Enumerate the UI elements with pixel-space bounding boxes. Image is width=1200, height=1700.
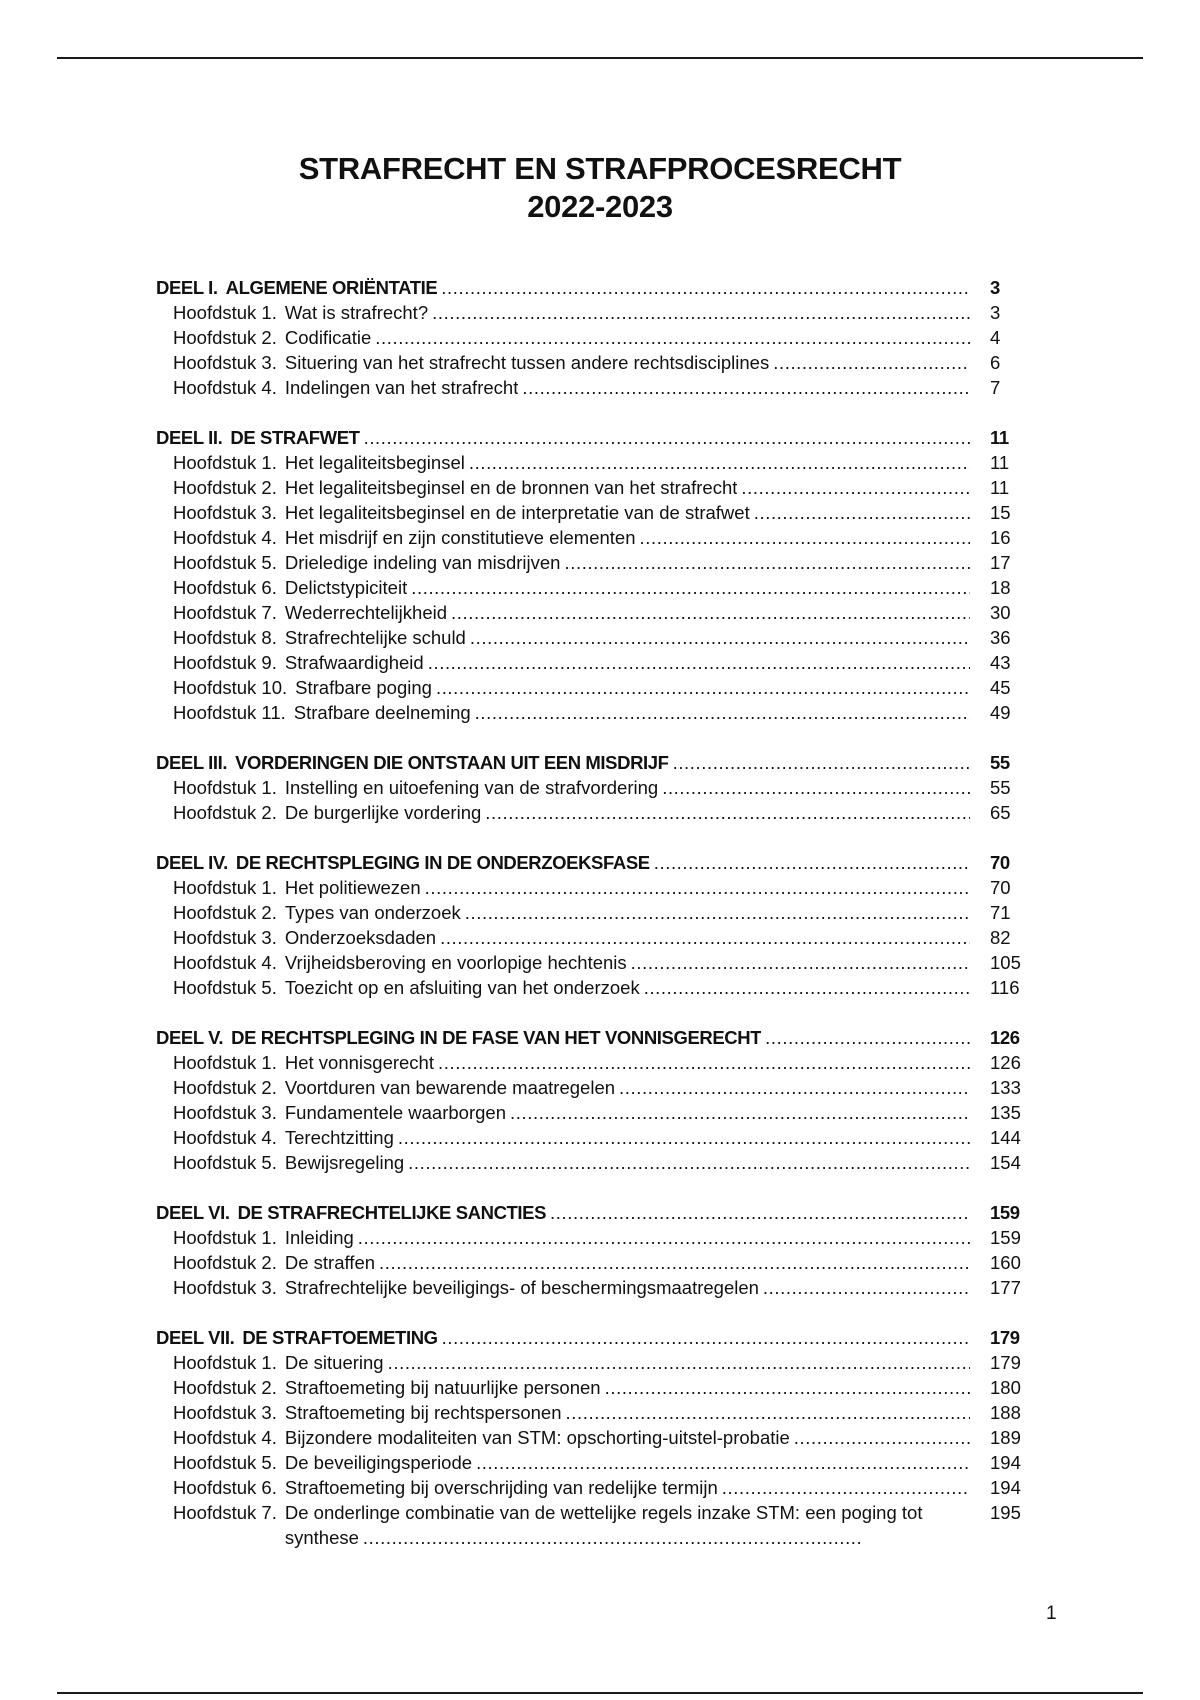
part-title: ALGEMENE ORIËNTATIE xyxy=(225,277,438,298)
chapter-title: Terechtzitting xyxy=(284,1127,394,1148)
chapter-label: Hoofdstuk 3. xyxy=(173,1102,277,1123)
chapter-title: Drieledige indeling van misdrijven xyxy=(284,552,561,573)
dot-leader xyxy=(408,1150,970,1175)
chapter-label: Hoofdstuk 2. xyxy=(173,477,277,498)
toc-chapter-entry[interactable] xyxy=(156,1225,1056,1250)
chapter-label: Hoofdstuk 4. xyxy=(173,952,277,973)
dot-leader xyxy=(662,775,970,800)
dot-leader xyxy=(644,975,970,1000)
chapter-title: Onderzoeksdaden xyxy=(284,927,437,948)
chapter-page: 43 xyxy=(990,652,1011,673)
toc-chapter-entry[interactable] xyxy=(156,1375,1056,1400)
chapter-title: Strafrechtelijke schuld xyxy=(284,627,466,648)
chapter-label: Hoofdstuk 1. xyxy=(173,452,277,473)
dot-leader xyxy=(794,1425,970,1450)
chapter-page: 71 xyxy=(990,902,1011,923)
dot-leader xyxy=(763,1275,970,1300)
chapter-label: Hoofdstuk 9. xyxy=(173,652,277,673)
dot-leader xyxy=(375,325,970,350)
chapter-page: 116 xyxy=(990,977,1020,998)
chapter-page: 3 xyxy=(990,302,1001,323)
dot-leader xyxy=(673,750,970,775)
part-label: DEEL V. xyxy=(156,1027,224,1048)
chapter-title: Voortduren van bewarende maatregelen xyxy=(284,1077,616,1098)
part-title: DE RECHTSPLEGING IN DE FASE VAN HET VONNISGERECHT xyxy=(231,1027,762,1048)
toc-chapter-entry[interactable] xyxy=(156,1450,1056,1475)
chapter-page: 16 xyxy=(990,527,1011,548)
chapter-label: Hoofdstuk 1. xyxy=(173,1227,277,1248)
page-number: 1 xyxy=(1046,1603,1057,1624)
chapter-page: 45 xyxy=(990,677,1011,698)
chapter-page: 160 xyxy=(990,1252,1021,1273)
toc-chapter-entry[interactable] xyxy=(156,1475,1056,1500)
chapter-title: Het legaliteitsbeginsel en de bronnen van het strafrecht xyxy=(284,477,738,498)
dot-leader xyxy=(470,625,970,650)
chapter-label: Hoofdstuk 4. xyxy=(173,1427,277,1448)
part-label: DEEL III. xyxy=(156,752,228,773)
chapter-page: 15 xyxy=(990,502,1011,523)
chapter-page: 179 xyxy=(990,1352,1021,1373)
toc-chapter-entry[interactable] xyxy=(156,500,1056,525)
part-label: DEEL I. xyxy=(156,277,218,298)
toc-chapter-entry[interactable] xyxy=(156,550,1056,575)
chapter-label: Hoofdstuk 3. xyxy=(173,502,277,523)
chapter-title: Situering van het strafrecht tussen andere rechtsdisciplines xyxy=(284,352,770,373)
chapter-title: Wederrechtelijkheid xyxy=(284,602,448,623)
dot-leader xyxy=(469,450,970,475)
chapter-title: Types van onderzoek xyxy=(284,902,461,923)
dot-leader xyxy=(476,1450,970,1475)
chapter-title: Straftoemeting bij overschrijding van redelijke termijn xyxy=(284,1477,718,1498)
toc-part-heading[interactable] xyxy=(156,1200,1056,1225)
part-page: 3 xyxy=(990,277,1000,298)
chapter-title: Bijzondere modaliteiten van STM: opschorting-uitstel-probatie xyxy=(284,1427,790,1448)
document-title xyxy=(0,150,1200,226)
toc-chapter-entry[interactable] xyxy=(156,1500,1056,1550)
chapter-title: De situering xyxy=(284,1352,384,1373)
chapter-title: De onderlinge combinatie van de wettelijke regels inzake STM: een poging tot synthese xyxy=(284,1502,923,1548)
footer-rule xyxy=(57,1692,1143,1694)
part-page: 11 xyxy=(990,427,1009,448)
chapter-label: Hoofdstuk 6. xyxy=(173,1477,277,1498)
chapter-page: 194 xyxy=(990,1477,1021,1498)
dot-leader xyxy=(485,800,970,825)
toc-part-heading[interactable] xyxy=(156,750,1056,775)
dot-leader xyxy=(364,425,970,450)
dot-leader xyxy=(425,875,970,900)
dot-leader xyxy=(475,700,970,725)
chapter-label: Hoofdstuk 2. xyxy=(173,1252,277,1273)
dot-leader xyxy=(640,525,970,550)
toc-chapter-entry[interactable] xyxy=(156,1150,1056,1175)
chapter-label: Hoofdstuk 10. xyxy=(173,677,288,698)
chapter-page: 180 xyxy=(990,1377,1021,1398)
chapter-title: Inleiding xyxy=(284,1227,354,1248)
chapter-label: Hoofdstuk 1. xyxy=(173,877,277,898)
dot-leader xyxy=(722,1475,970,1500)
chapter-page: 65 xyxy=(990,802,1011,823)
toc-section xyxy=(156,750,1056,825)
chapter-page: 7 xyxy=(990,377,1001,398)
chapter-title: Bewijsregeling xyxy=(284,1152,405,1173)
dot-leader xyxy=(436,675,970,700)
chapter-title: Strafbare deelneming xyxy=(293,702,471,723)
chapter-label: Hoofdstuk 1. xyxy=(173,777,277,798)
chapter-title: Het legaliteitsbeginsel xyxy=(284,452,465,473)
header-rule xyxy=(57,57,1143,59)
toc-section xyxy=(156,1200,1056,1300)
dot-leader xyxy=(465,900,970,925)
chapter-label: Hoofdstuk 2. xyxy=(173,802,277,823)
chapter-page: 105 xyxy=(990,952,1021,973)
dot-leader xyxy=(522,375,970,400)
toc-chapter-entry[interactable] xyxy=(156,975,1056,1000)
chapter-label: Hoofdstuk 4. xyxy=(173,1127,277,1148)
chapter-page: 30 xyxy=(990,602,1011,623)
part-page: 55 xyxy=(990,752,1010,773)
chapter-title: Wat is strafrecht? xyxy=(284,302,429,323)
chapter-label: Hoofdstuk 5. xyxy=(173,1452,277,1473)
chapter-label: Hoofdstuk 8. xyxy=(173,627,277,648)
chapter-page: 70 xyxy=(990,877,1011,898)
chapter-page: 4 xyxy=(990,327,1001,348)
toc-part-heading[interactable] xyxy=(156,1325,1056,1350)
toc-chapter-entry[interactable] xyxy=(156,1350,1056,1375)
toc-chapter-entry[interactable] xyxy=(156,900,1056,925)
part-label: DEEL VI. xyxy=(156,1202,230,1223)
toc-section xyxy=(156,425,1056,725)
part-title: DE STRAFRECHTELIJKE SANCTIES xyxy=(237,1202,547,1223)
chapter-label: Hoofdstuk 7. xyxy=(173,602,277,623)
dot-leader xyxy=(441,275,970,300)
chapter-label: Hoofdstuk 3. xyxy=(173,1402,277,1423)
dot-leader xyxy=(451,600,970,625)
toc-chapter-entry[interactable] xyxy=(156,475,1056,500)
chapter-label: Hoofdstuk 5. xyxy=(173,552,277,573)
dot-leader xyxy=(432,300,970,325)
toc-chapter-entry[interactable] xyxy=(156,1050,1056,1075)
chapter-title: Strafrechtelijke beveiligings- of beschermingsmaatregelen xyxy=(284,1277,759,1298)
toc-chapter-entry[interactable] xyxy=(156,1275,1056,1300)
dot-leader xyxy=(773,350,970,375)
toc-chapter-entry[interactable] xyxy=(156,525,1056,550)
toc-part-heading[interactable] xyxy=(156,850,1056,875)
chapter-page: 135 xyxy=(990,1102,1021,1123)
dot-leader xyxy=(428,650,970,675)
toc-chapter-entry[interactable] xyxy=(156,1250,1056,1275)
dot-leader xyxy=(358,1225,970,1250)
part-label: DEEL VII. xyxy=(156,1327,235,1348)
chapter-page: 36 xyxy=(990,627,1011,648)
title-year: 2022-2023 xyxy=(527,189,673,224)
dot-leader xyxy=(398,1125,970,1150)
chapter-title: Strafbare poging xyxy=(295,677,432,698)
chapter-title: Het legaliteitsbeginsel en de interpretatie van de strafwet xyxy=(284,502,750,523)
chapter-page: 195 xyxy=(990,1502,1021,1523)
dot-leader xyxy=(765,1025,970,1050)
title-main: STRAFRECHT EN STRAFPROCESRECHT xyxy=(298,151,902,186)
chapter-title-wrapped xyxy=(277,1500,970,1550)
chapter-title: Strafwaardigheid xyxy=(284,652,424,673)
dot-leader xyxy=(438,1050,970,1075)
dot-leader xyxy=(605,1375,970,1400)
chapter-page: 144 xyxy=(990,1127,1021,1148)
chapter-page: 11 xyxy=(990,452,1010,473)
dot-leader xyxy=(440,925,970,950)
chapter-title: Fundamentele waarborgen xyxy=(284,1102,506,1123)
chapter-label: Hoofdstuk 1. xyxy=(173,1052,277,1073)
dot-leader xyxy=(510,1100,970,1125)
chapter-label: Hoofdstuk 7. xyxy=(173,1502,277,1523)
chapter-page: 11 xyxy=(990,477,1010,498)
part-page: 159 xyxy=(990,1202,1020,1223)
toc-chapter-entry[interactable] xyxy=(156,1125,1056,1150)
toc-chapter-entry[interactable] xyxy=(156,375,1056,400)
toc-chapter-entry[interactable] xyxy=(156,650,1056,675)
dot-leader xyxy=(388,1350,970,1375)
part-title: DE STRAFWET xyxy=(230,427,360,448)
toc-section xyxy=(156,850,1056,1000)
dot-leader xyxy=(411,575,970,600)
toc-chapter-entry[interactable] xyxy=(156,450,1056,475)
chapter-label: Hoofdstuk 1. xyxy=(173,1352,277,1373)
chapter-page: 6 xyxy=(990,352,1001,373)
part-title: DE RECHTSPLEGING IN DE ONDERZOEKSFASE xyxy=(235,852,650,873)
chapter-title: Straftoemeting bij rechtspersonen xyxy=(284,1402,562,1423)
toc-chapter-entry[interactable] xyxy=(156,575,1056,600)
dot-leader xyxy=(654,850,970,875)
chapter-title: Toezicht op en afsluiting van het onderzoek xyxy=(284,977,640,998)
chapter-label: Hoofdstuk 3. xyxy=(173,352,277,373)
chapter-title: De beveiligingsperiode xyxy=(284,1452,473,1473)
toc-chapter-entry[interactable] xyxy=(156,675,1056,700)
dot-leader xyxy=(363,1530,863,1550)
chapter-label: Hoofdstuk 2. xyxy=(173,1077,277,1098)
chapter-label: Hoofdstuk 6. xyxy=(173,577,277,598)
chapter-label: Hoofdstuk 5. xyxy=(173,1152,277,1173)
part-title: DE STRAFTOEMETING xyxy=(242,1327,438,1348)
chapter-page: 177 xyxy=(990,1277,1021,1298)
toc-chapter-entry[interactable] xyxy=(156,600,1056,625)
part-title: VORDERINGEN DIE ONTSTAAN UIT EEN MISDRIJF xyxy=(235,752,669,773)
toc-chapter-entry[interactable] xyxy=(156,625,1056,650)
toc-chapter-entry[interactable] xyxy=(156,775,1056,800)
chapter-label: Hoofdstuk 2. xyxy=(173,327,277,348)
chapter-page: 126 xyxy=(990,1052,1021,1073)
dot-leader xyxy=(754,500,970,525)
toc-chapter-entry[interactable] xyxy=(156,1100,1056,1125)
dot-leader xyxy=(741,475,970,500)
chapter-page: 18 xyxy=(990,577,1011,598)
chapter-label: Hoofdstuk 4. xyxy=(173,377,277,398)
toc-chapter-entry[interactable] xyxy=(156,700,1056,725)
toc-chapter-entry[interactable] xyxy=(156,1400,1056,1425)
toc-chapter-entry[interactable] xyxy=(156,325,1056,350)
part-page: 179 xyxy=(990,1327,1020,1348)
toc-chapter-entry[interactable] xyxy=(156,800,1056,825)
chapter-title: Codificatie xyxy=(284,327,372,348)
chapter-page: 159 xyxy=(990,1227,1021,1248)
chapter-title: Indelingen van het strafrecht xyxy=(284,377,519,398)
table-of-contents xyxy=(156,275,1056,1575)
chapter-title: Instelling en uitoefening van de strafvordering xyxy=(284,777,659,798)
chapter-label: Hoofdstuk 5. xyxy=(173,977,277,998)
chapter-label: Hoofdstuk 11. xyxy=(173,702,286,723)
part-label: DEEL II. xyxy=(156,427,223,448)
chapter-title: Het misdrijf en zijn constitutieve elementen xyxy=(284,527,636,548)
chapter-title: Het politiewezen xyxy=(284,877,421,898)
chapter-label: Hoofdstuk 2. xyxy=(173,1377,277,1398)
chapter-page: 154 xyxy=(990,1152,1021,1173)
chapter-title: Vrijheidsberoving en voorlopige hechtenis xyxy=(284,952,627,973)
dot-leader xyxy=(379,1250,970,1275)
chapter-page: 188 xyxy=(990,1402,1021,1423)
toc-chapter-entry[interactable] xyxy=(156,1075,1056,1100)
chapter-page: 82 xyxy=(990,927,1011,948)
chapter-label: Hoofdstuk 2. xyxy=(173,902,277,923)
toc-section xyxy=(156,1025,1056,1175)
chapter-title: Het vonnisgerecht xyxy=(284,1052,434,1073)
part-label: DEEL IV. xyxy=(156,852,228,873)
chapter-label: Hoofdstuk 1. xyxy=(173,302,277,323)
toc-chapter-entry[interactable] xyxy=(156,350,1056,375)
dot-leader xyxy=(442,1325,970,1350)
chapter-page: 17 xyxy=(990,552,1011,573)
toc-section xyxy=(156,275,1056,400)
chapter-title: Delictstypiciteit xyxy=(284,577,408,598)
part-page: 126 xyxy=(990,1027,1020,1048)
toc-chapter-entry[interactable] xyxy=(156,925,1056,950)
chapter-label: Hoofdstuk 4. xyxy=(173,527,277,548)
chapter-page: 49 xyxy=(990,702,1011,723)
part-page: 70 xyxy=(990,852,1010,873)
chapter-page: 194 xyxy=(990,1452,1021,1473)
chapter-title: Straftoemeting bij natuurlijke personen xyxy=(284,1377,601,1398)
chapter-title: De burgerlijke vordering xyxy=(284,802,482,823)
chapter-page: 189 xyxy=(990,1427,1021,1448)
toc-chapter-entry[interactable] xyxy=(156,950,1056,975)
dot-leader xyxy=(631,950,970,975)
chapter-page: 55 xyxy=(990,777,1011,798)
toc-chapter-entry[interactable] xyxy=(156,300,1056,325)
dot-leader xyxy=(619,1075,970,1100)
toc-part-heading[interactable] xyxy=(156,425,1056,450)
chapter-page: 133 xyxy=(990,1077,1021,1098)
toc-part-heading[interactable] xyxy=(156,1025,1056,1050)
dot-leader xyxy=(550,1200,970,1225)
chapter-title: De straffen xyxy=(284,1252,376,1273)
chapter-label: Hoofdstuk 3. xyxy=(173,927,277,948)
dot-leader xyxy=(564,550,970,575)
chapter-label: Hoofdstuk 3. xyxy=(173,1277,277,1298)
toc-section xyxy=(156,1325,1056,1550)
toc-chapter-entry[interactable] xyxy=(156,875,1056,900)
toc-part-heading[interactable] xyxy=(156,275,1056,300)
toc-chapter-entry[interactable] xyxy=(156,1425,1056,1450)
dot-leader xyxy=(566,1400,971,1425)
